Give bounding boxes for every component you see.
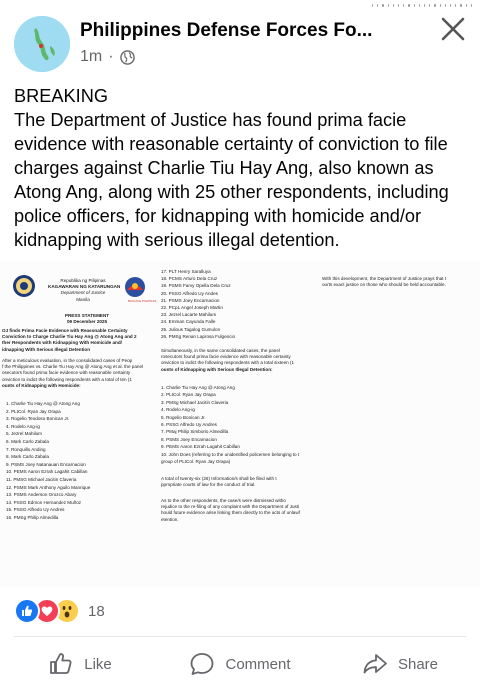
dot-separator: · <box>108 48 114 65</box>
respondent-item: 10. PEMS Aaron Ezrah Lagahit Cabillan <box>6 469 88 475</box>
respondent-item: 26. PMSg Renan Laprosa Fulgencio <box>161 333 236 339</box>
bagong-pilipinas-logo-icon <box>124 276 146 298</box>
globe-icon <box>120 50 135 65</box>
doc-headline-line: ther Respondents with Kidnapping With Homicide and/ <box>2 340 122 346</box>
like-button[interactable] <box>0 642 160 686</box>
respondent-item: 21. PSMS Joey Encarnacion <box>161 297 220 303</box>
respondent-item: 2. PLtCol. Ryan Jay Orapa <box>6 408 61 414</box>
comment-button[interactable] <box>160 642 320 686</box>
respondent-item: 12. PSMS Mark Anthony Aguilo Manrique <box>6 484 91 490</box>
respondent-list-3 <box>161 384 299 465</box>
respondent-item: 7. Ronquillo Anding <box>6 446 46 452</box>
doc-org-line: KAGAWARAN NG KATARUNGAN <box>48 284 121 290</box>
doc-headline-line: Conviction to Charge Charlie Tiu Hay Ang @ Atong Ang and 2 <box>2 334 137 340</box>
doc-intro-line: f the Philippines vs. Charlie Tiu Hay Ang @ Atong Ang et al. the panel <box>2 364 144 370</box>
respondent-item: 10. John Does (referring to the unidentified policemen belonging to t <box>161 451 300 457</box>
doc-other-line: As to the other respondents, the case/s were dismissed witho <box>161 498 286 503</box>
post-header <box>0 0 480 80</box>
respondent-item: 8. PSMS Joey Encarnacion <box>161 436 217 442</box>
doc-right-line: With this development, the Department of Justice prays that t <box>322 276 447 281</box>
status-dots <box>372 4 472 8</box>
doc-mid-line: rosecutors found prima facie evidence with reasonable certainty <box>161 354 291 360</box>
respondent-item: 1. Charlie Tiu Hay Ang @ Atong Ang <box>6 401 80 406</box>
action-divider <box>14 636 466 637</box>
respondent-item: 14. PSSG Edmon Hernandez Muñoz <box>6 499 82 505</box>
respondent-item: 15. PSSG Alfredo Uy Andres <box>6 507 65 513</box>
doj-seal-icon <box>12 274 36 298</box>
respondent-item: 9. PEMS Aaron Ezrah Lagahit Cabillan <box>161 444 240 450</box>
doc-intro-line: ounts of Kidnapping with Homicide: <box>2 382 81 388</box>
like-label: Like <box>84 655 112 673</box>
post-time[interactable]: 1m <box>80 48 103 65</box>
doc-headline-line: OJ finds Prima Facie Evidence with Reasonable Certainty <box>2 328 128 333</box>
respondent-item: 9. PSMS Joey Natanauan Encarnacion <box>6 461 86 467</box>
respondent-item: 4. Rodelo Ang-ig <box>6 423 40 429</box>
seal-caption: BAGONG PILIPINAS <box>128 299 157 303</box>
respondent-item: 6. Mark Carlo Zabala <box>6 438 49 444</box>
respondent-item: 4. Rodelo Ang-ig <box>161 407 195 413</box>
press-statement-image[interactable] <box>0 262 480 586</box>
doc-other-line: hould future evidence arise linking them directly to the acts of unlawf <box>161 510 300 516</box>
post-actions <box>0 642 480 686</box>
respondent-item: 6. PSSG Alfredo Uy Andres <box>161 422 217 428</box>
respondent-item: 3. PMSg Michael Jacitin Claveria <box>161 399 229 405</box>
doc-date: 09 December 2025 <box>66 319 108 325</box>
respondent-item: 22. PCpL Angel Joseph Martin <box>161 305 223 311</box>
doc-intro-line: osecutors found prima facie evidence with reasonable certainty <box>2 370 131 376</box>
doc-right-line: ourts exact justice on those who should be held accountable. <box>322 282 446 288</box>
respondent-item: 24. Emman Cayunda Falle <box>161 319 216 325</box>
respondent-item: 5. Rogelio Bonican Jr. <box>161 414 206 420</box>
respondent-item: group of PLtCol. Ryan Jay Orapa) <box>161 459 231 465</box>
share-label: Share <box>397 655 439 673</box>
doc-intro-line: After a meticulous evaluation, in the consolidated cases of Peop <box>2 358 133 363</box>
share-button[interactable] <box>320 642 480 686</box>
respondent-item: 1. Charlie Tiu Hay Ang @ Atong Ang <box>161 385 235 390</box>
doc-mid-line: onviction to indict the following respondents with a total sixteen (1 <box>161 360 295 366</box>
page-name[interactable]: Philippines Defense Forces Fo... <box>80 20 373 41</box>
respondent-list-2 <box>161 268 235 340</box>
share-icon <box>362 651 388 677</box>
respondent-item: 19. PSMS Farvy Opella Dela Cruz <box>161 283 231 289</box>
respondent-item: 2. PLtCol. Ryan Jay Orapa <box>161 392 216 398</box>
respondent-item: 7. PMaj Philip Simborio Almedilla <box>161 429 229 435</box>
respondent-item: 23. Jezrel Lacarte Mahilum <box>161 312 217 318</box>
doc-mid-line: ounts of Kidnapping with Serious Illegal Detention: <box>161 366 273 372</box>
doc-intro-line: onviction to indict the following respondents with a total of ten (1 <box>2 376 132 382</box>
respondent-item: 13. PSMS Anderson Orozco Abary <box>6 492 77 498</box>
comment-label: Comment <box>225 655 291 673</box>
page-avatar[interactable] <box>14 16 70 72</box>
respondent-item: 8. Mark Carlo Zabala <box>6 454 49 460</box>
comment-icon <box>189 651 215 677</box>
doc-total-line: A total of twenty-six (26) Information/s shall be filed with t <box>161 476 277 481</box>
doc-title: PRESS STATEMENT <box>64 313 110 318</box>
doc-other-line: etention. <box>161 516 179 522</box>
respondent-item: 20. PSSG Alfredo Uy Andes <box>161 290 218 296</box>
respondent-item: 25. Julious Tagalog Gumulon <box>161 326 221 332</box>
doc-org-line: Department of Justice <box>60 290 106 296</box>
doc-org-line: Manila <box>76 296 90 302</box>
like-reaction-icon <box>14 598 40 624</box>
post-paragraph: The Department of Justice has found prima facie evidence with reasonable certainty of conviction to file charges against Charlie Tiu Hay Ang, also known as Atong Ang, along with 25 other respondents, including police officers, for kidnapping with homicide and/or kidnapping with serious illegal detention. <box>14 110 449 250</box>
doc-headline-line: idnapping With Serious Illegal Detention <box>2 346 91 352</box>
like-icon <box>48 651 74 677</box>
respondent-item: 3. Rogelio Teodoso Bonican Jr. <box>6 416 70 422</box>
respondent-item: 18. PCMS Arturo Dela Cruz <box>161 276 218 282</box>
respondent-item: 17. PLT Henry Saralluya <box>161 269 211 274</box>
doc-org-line: Republika ng Pilipinas <box>60 278 106 283</box>
doc-other-line: rejudice to the re-filing of any complaint with the Department of Justi <box>161 504 300 510</box>
post-headline: BREAKING <box>14 86 108 106</box>
respondent-list-1 <box>6 400 90 522</box>
doc-total-line: ppropriate courts of law for the conduct of trial. <box>161 482 256 488</box>
doc-mid-line: Simultaneously, in the same consolidated cases, the panel <box>161 348 280 353</box>
close-icon <box>438 14 468 44</box>
respondent-item: 5. Jezrel Mahilum <box>6 431 42 437</box>
respondent-item: 16. PMSg Philip Almedilla <box>6 514 59 520</box>
post-body <box>14 84 470 252</box>
reaction-summary[interactable] <box>14 598 105 624</box>
post-meta <box>80 48 135 66</box>
respondent-item: 11. PMSG Michael Jacitin Claveria <box>6 476 77 482</box>
reaction-count[interactable]: 18 <box>88 602 105 620</box>
close-button[interactable] <box>438 14 468 44</box>
